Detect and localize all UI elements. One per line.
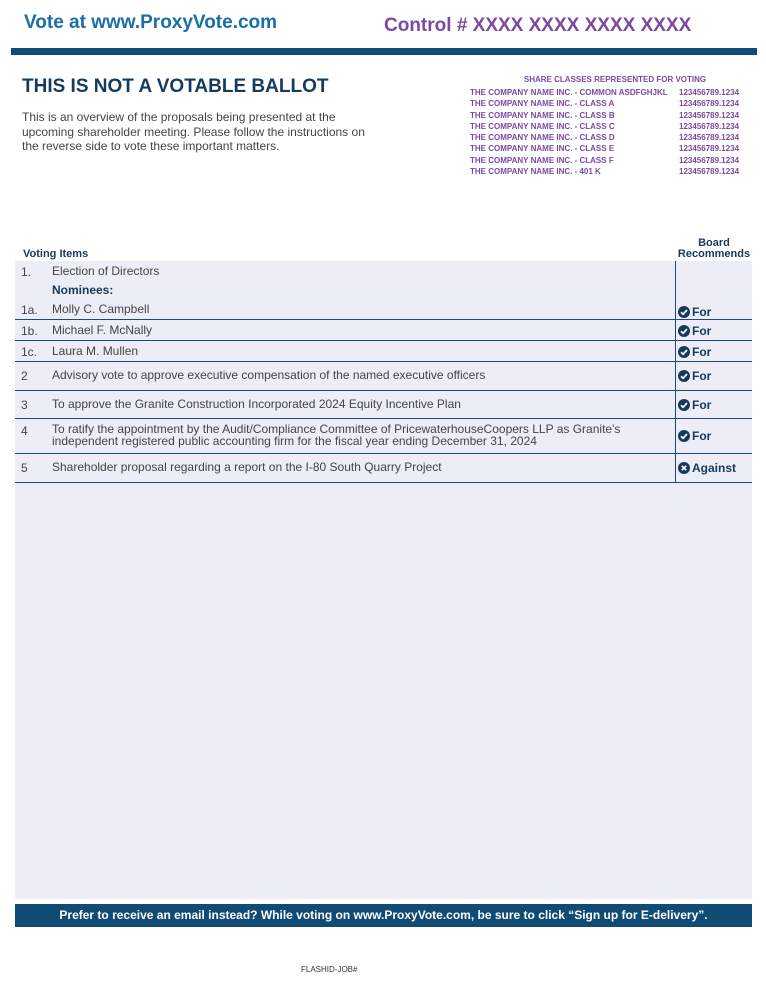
share-classes-table <box>470 75 750 177</box>
nominee-name: Michael F. McNally <box>52 323 153 337</box>
item-number: 1a. <box>21 303 38 317</box>
board-recommendation <box>678 369 711 383</box>
nominee-name: Laura M. Mullen <box>52 344 139 358</box>
proposal-text: Shareholder proposal regarding a report on the I-80 South Quarry Project <box>52 460 442 474</box>
recommendation-label: For <box>692 324 712 338</box>
board-header-line: Board <box>698 237 730 249</box>
item-number: 2 <box>21 369 28 383</box>
voting-items-table <box>15 238 752 899</box>
check-circle-icon <box>678 370 690 382</box>
nominee-row <box>15 320 752 341</box>
share-class-row <box>470 110 750 121</box>
proposal-text: To approve the Granite Construction Incorporated 2024 Equity Incentive Plan <box>52 397 461 411</box>
board-recommendation <box>678 398 711 412</box>
share-class-row <box>470 132 750 143</box>
item-number: 1b. <box>21 324 38 338</box>
share-class-number: 123456789.1234 <box>679 155 740 165</box>
recommendation-label: For <box>692 305 712 319</box>
check-circle-icon <box>678 346 690 358</box>
board-recommendation <box>678 461 736 475</box>
control-number: Control # XXXX XXXX XXXX XXXX <box>384 15 692 36</box>
recommendation-label: For <box>692 369 712 383</box>
recommendation-label: For <box>692 429 712 443</box>
item-number: 4 <box>21 424 28 438</box>
item-number: 5 <box>21 461 28 475</box>
share-class-number: 123456789.1234 <box>679 110 740 120</box>
share-class-row <box>470 155 750 166</box>
item-text: Election of Directors <box>52 264 160 278</box>
share-classes-title: SHARE CLASSES REPRESENTED FOR VOTING <box>523 75 707 84</box>
board-recommendation <box>678 305 711 319</box>
overview-text: This is an overview of the proposals being presented at the upcoming shareholder meeting. Please follow the instructions on the reverse side to vote these important matters. <box>22 110 365 153</box>
proposal-row <box>15 454 752 483</box>
board-recommendation <box>678 429 711 443</box>
share-class-name: THE COMPANY NAME INC. - CLASS B <box>470 110 615 120</box>
proposal-text: Advisory vote to approve executive compensation of the named executive officers <box>52 368 486 382</box>
share-class-name: THE COMPANY NAME INC. - CLASS E <box>470 144 615 154</box>
share-class-number: 123456789.1234 <box>679 144 740 154</box>
check-circle-icon <box>678 430 690 442</box>
share-class-name: THE COMPANY NAME INC. - CLASS D <box>470 133 615 143</box>
share-class-number: 123456789.1234 <box>679 121 740 131</box>
item-number: 3 <box>21 398 28 412</box>
share-class-name: THE COMPANY NAME INC. - 401 K <box>470 167 601 177</box>
voting-items-header: Voting Items <box>23 248 89 260</box>
share-class-name: THE COMPANY NAME INC. - CLASS A <box>470 99 615 109</box>
flash-id: FLASHID-JOB# <box>301 965 358 974</box>
share-class-row <box>470 166 750 177</box>
page-title: THIS IS NOT A VOTABLE BALLOT <box>22 76 329 97</box>
board-recommendation <box>678 345 711 359</box>
share-class-name: THE COMPANY NAME INC. - CLASS C <box>470 121 615 131</box>
header-divider <box>11 48 757 55</box>
item-number: 1c. <box>21 345 38 359</box>
share-class-number: 123456789.1234 <box>679 167 740 177</box>
nominee-name: Molly C. Campbell <box>52 302 150 316</box>
share-class-name: THE COMPANY NAME INC. - CLASS F <box>470 155 614 165</box>
share-class-number: 123456789.1234 <box>679 88 740 97</box>
proposal-text: To ratify the appointment by the Audit/Compliance Committee of PricewaterhouseCoopers LLP as Granite's independent registered public accounting firm for the fiscal year ending December 31, 2024 <box>52 422 621 448</box>
recommendation-label: For <box>692 345 712 359</box>
check-circle-icon <box>678 306 690 318</box>
board-header-line: Recommends <box>677 248 751 260</box>
e-delivery-banner: Prefer to receive an email instead? While voting on www.ProxyVote.com, be sure to click “Sign up for E-delivery”. <box>15 904 752 927</box>
x-circle-icon <box>678 462 690 474</box>
board-recommends-header <box>677 238 751 260</box>
item-number: 1. <box>21 265 32 279</box>
share-class-row <box>470 98 750 109</box>
recommendation-label: For <box>692 398 712 412</box>
share-class-name: THE COMPANY NAME INC. - COMMON ASDFGHJKL <box>470 88 668 97</box>
share-class-row <box>470 87 750 98</box>
proposal-row <box>15 362 752 391</box>
nominee-row <box>15 298 752 320</box>
board-recommendation <box>678 324 711 338</box>
check-circle-icon <box>678 325 690 337</box>
share-class-row <box>470 143 750 154</box>
share-class-row <box>470 121 750 132</box>
share-class-number: 123456789.1234 <box>679 133 740 143</box>
proxyvote-link[interactable]: Vote at www.ProxyVote.com <box>24 12 278 33</box>
nominees-label: Nominees: <box>52 283 114 297</box>
nominee-row <box>15 341 752 362</box>
check-circle-icon <box>678 399 690 411</box>
proposal-row <box>15 391 752 419</box>
voting-item-row <box>15 261 752 298</box>
share-class-number: 123456789.1234 <box>679 99 740 109</box>
proposal-row <box>15 419 752 454</box>
recommendation-label: Against <box>692 461 737 475</box>
